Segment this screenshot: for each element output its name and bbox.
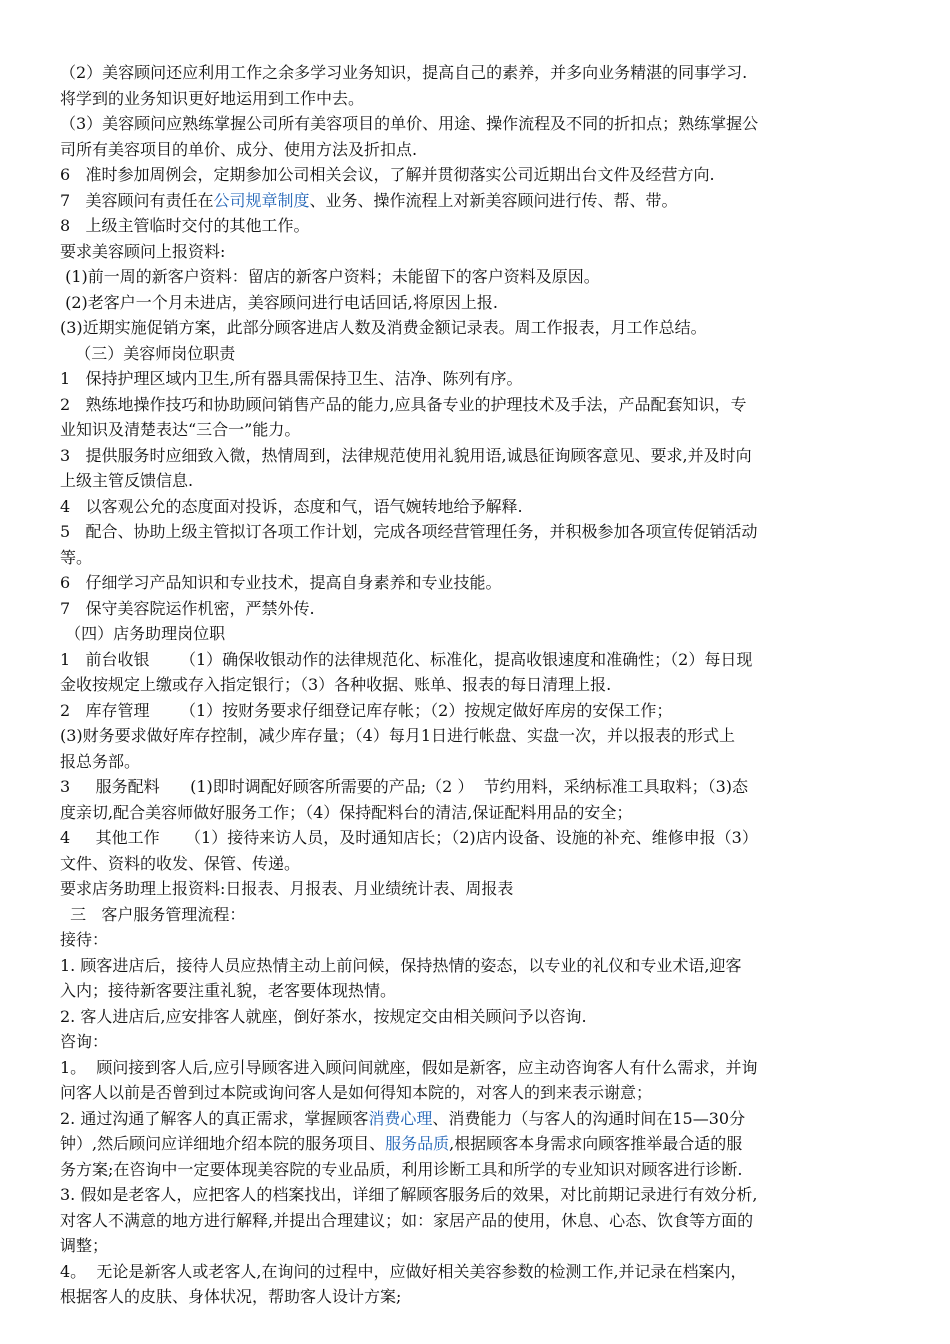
text-segment: 入内；接待新客要注重礼貌，老客要体现热情。	[60, 981, 397, 1000]
text-line	[60, 341, 900, 367]
text-line	[60, 366, 900, 392]
text-line	[60, 1208, 900, 1234]
text-segment: 、业务、操作流程上对新美容顾问进行传、帮、带。	[309, 190, 678, 210]
text-segment: 8 上级主管临时交付的其他工作。	[60, 216, 310, 235]
text-line	[60, 570, 900, 596]
text-line	[60, 698, 900, 724]
text-segment: 度亲切,配合美容师做好服务工作；（4）保持配料台的清洁,保证配料用品的安全；	[60, 802, 633, 822]
text-line	[60, 749, 900, 775]
text-segment: 调整；	[60, 1236, 109, 1255]
text-segment: 上级主管反馈信息.	[60, 471, 194, 490]
text-segment: 问客人以前是否曾到过本院或询问客人是如何得知本院的，对客人的到来表示谢意；	[60, 1083, 653, 1102]
text-line	[60, 1233, 900, 1259]
text-segment: 报总务部。	[60, 751, 141, 771]
text-line	[60, 315, 900, 341]
document-page	[60, 60, 900, 1310]
text-segment: （三）美容师岗位职责	[60, 343, 236, 363]
text-segment: 、消费能力（与客人的沟通时间在15—30分	[432, 1108, 746, 1128]
text-segment: (3)财务要求做好库存控制，减少库存量；（4）每月1日进行帐盘、实盘一次，并以报表的形式上	[60, 726, 736, 745]
text-line	[60, 851, 900, 877]
text-line	[60, 519, 900, 545]
text-line	[60, 494, 900, 520]
text-segment: 等。	[60, 547, 93, 567]
text-segment: 业知识及清楚表达“三合一”能力。	[60, 420, 301, 439]
text-line	[60, 647, 900, 673]
text-segment: （四）店务助理岗位职	[60, 624, 226, 643]
text-segment: 1。 顾问接到客人后,应引导顾客进入顾问间就座，假如是新客，应主动咨询客人有什么需求，并询	[60, 1057, 758, 1077]
text-segment: (1)前一周的新客户资料：留店的新客户资料；未能留下的客户资料及原因。	[60, 267, 600, 286]
text-line	[60, 621, 900, 647]
text-segment: 司所有美容项目的单价、成分、使用方法及折扣点.	[60, 139, 418, 159]
text-segment: 3 提供服务时应细致入微，热情周到，法律规范使用礼貌用语,诚恳征询顾客意见、要求,并及时向	[60, 445, 752, 465]
text-segment: 4。 无论是新客人或老客人,在询问的过程中，应做好相关美容参数的检测工作,并记录在档案内，	[60, 1261, 747, 1281]
text-line	[60, 723, 900, 749]
text-line	[60, 978, 900, 1004]
text-line	[60, 264, 900, 290]
text-segment: 文件、资料的收发、保管、传递。	[60, 853, 301, 873]
text-segment: 要求店务助理上报资料:日报表、月报表、月业绩统计表、周报表	[60, 879, 514, 898]
text-line	[60, 468, 900, 494]
text-line	[60, 902, 900, 928]
text-segment: 务方案;在咨询中一定要体现美容院的专业品质，利用诊断工具和所学的专业知识对顾客进行诊断.	[60, 1159, 743, 1179]
text-line	[60, 1106, 900, 1132]
text-line	[60, 1131, 900, 1157]
text-segment: 2. 客人进店后,应安排客人就座，倒好茶水，按规定交由相关顾问予以咨询.	[60, 1006, 587, 1026]
text-line	[60, 162, 900, 188]
text-line	[60, 60, 900, 86]
text-line	[60, 774, 900, 800]
text-line	[60, 545, 900, 571]
text-line	[60, 111, 900, 137]
text-segment: 4 其他工作 （1）接待来访人员，及时通知店长；（2)店内设备、设施的补充、维修申报（3）	[60, 828, 758, 847]
text-line	[60, 953, 900, 979]
text-segment: 4 以客观公允的态度面对投诉，态度和气，语气婉转地给予解释.	[60, 496, 523, 516]
text-line	[60, 825, 900, 851]
text-line	[60, 392, 900, 418]
text-segment: (3)近期实施促销方案，此部分顾客进店人数及消费金额记录表。周工作报表，月工作总结。	[60, 318, 707, 337]
text-line	[60, 443, 900, 469]
text-line	[60, 417, 900, 443]
text-segment: 钟）,然后顾问应详细地介绍本院的服务项目、	[60, 1134, 386, 1153]
text-line	[60, 1080, 900, 1106]
text-line	[60, 1259, 900, 1285]
text-line	[60, 1004, 900, 1030]
text-segment: 1 前台收银 （1）确保收银动作的法律规范化、标准化，提高收银速度和准确性；（2）每日现	[60, 649, 753, 669]
text-segment: 7 保守美容院运作机密，严禁外传.	[60, 598, 315, 618]
text-segment: 对客人不满意的地方进行解释,并提出合理建议；如：家居产品的使用，休息、心态、饮食等方面的	[60, 1210, 754, 1230]
hyperlink[interactable]: 服务品质	[385, 1134, 450, 1153]
text-segment: 1. 顾客进店后，接待人员应热情主动上前问候，保持热情的姿态，以专业的礼仪和专业术语,迎客	[60, 955, 742, 975]
text-line	[60, 1284, 900, 1310]
text-segment: 3 服务配料 (1)即时调配好顾客所需要的产品;（2 ） 节约用料，采纳标准工具取料；（3)态	[60, 777, 749, 796]
text-line	[60, 137, 900, 163]
text-line	[60, 86, 900, 112]
text-segment: 5 配合、协助上级主管拟订各项工作计划，完成各项经营管理任务，并积极参加各项宣传促销活动	[60, 522, 758, 541]
text-segment: （2）美容顾问还应利用工作之余多学习业务知识，提高自己的素养，并多向业务精湛的同事学习.	[60, 63, 748, 82]
text-segment: 咨询：	[60, 1032, 109, 1051]
text-segment: 三 客户服务管理流程：	[60, 904, 246, 924]
text-segment: 将学到的业务知识更好地运用到工作中去。	[60, 88, 365, 108]
text-segment: 6 准时参加周例会，定期参加公司相关会议，了解并贯彻落实公司近期出台文件及经营方向.	[60, 165, 715, 184]
text-line	[60, 1157, 900, 1183]
text-segment: （3）美容顾问应熟练掌握公司所有美容项目的单价、用途、操作流程及不同的折扣点；熟练掌握公	[60, 114, 759, 133]
text-segment: 接待：	[60, 930, 109, 949]
text-line	[60, 1029, 900, 1055]
hyperlink[interactable]: 消费心理	[368, 1108, 433, 1128]
text-line	[60, 876, 900, 902]
text-line	[60, 239, 900, 265]
text-line	[60, 596, 900, 622]
text-segment: 根据客人的皮肤、身体状况，帮助客人设计方案;	[60, 1287, 402, 1306]
text-segment: 2. 通过沟通了解客人的真正需求，掌握顾客	[60, 1108, 369, 1128]
text-segment: ,根据顾客本身需求向顾客推举最合适的服	[449, 1134, 743, 1153]
text-line	[60, 800, 900, 826]
text-line	[60, 1182, 900, 1208]
text-segment: 3. 假如是老客人，应把客人的档案找出，详细了解顾客服务后的效果，对比前期记录进行有效分析,	[60, 1185, 758, 1204]
text-segment: (2)老客户一个月未进店，美容顾问进行电话回话,将原因上报.	[60, 292, 498, 312]
text-line	[60, 1055, 900, 1081]
text-segment: 要求美容顾问上报资料:	[60, 241, 226, 261]
text-segment: 2 库存管理 （1）按财务要求仔细登记库存帐；（2）按规定做好库房的安保工作；	[60, 700, 673, 720]
text-line	[60, 927, 900, 953]
text-segment: 金收按规定上缴或存入指定银行；（3）各种收据、账单、报表的每日清理上报.	[60, 675, 612, 694]
text-segment: 6 仔细学习产品知识和专业技术，提高自身素养和专业技能。	[60, 573, 502, 592]
text-segment: 2 熟练地操作技巧和协助顾问销售产品的能力,应具备专业的护理技术及手法，产品配套知识，专	[60, 394, 747, 414]
hyperlink[interactable]: 公司规章制度	[213, 190, 310, 210]
text-line	[60, 188, 900, 214]
text-line	[60, 213, 900, 239]
text-segment: 7 美容顾问有责任在	[60, 190, 214, 210]
text-line	[60, 290, 900, 316]
text-line	[60, 672, 900, 698]
text-segment: 1 保持护理区域内卫生,所有器具需保持卫生、洁净、陈列有序。	[60, 369, 523, 388]
